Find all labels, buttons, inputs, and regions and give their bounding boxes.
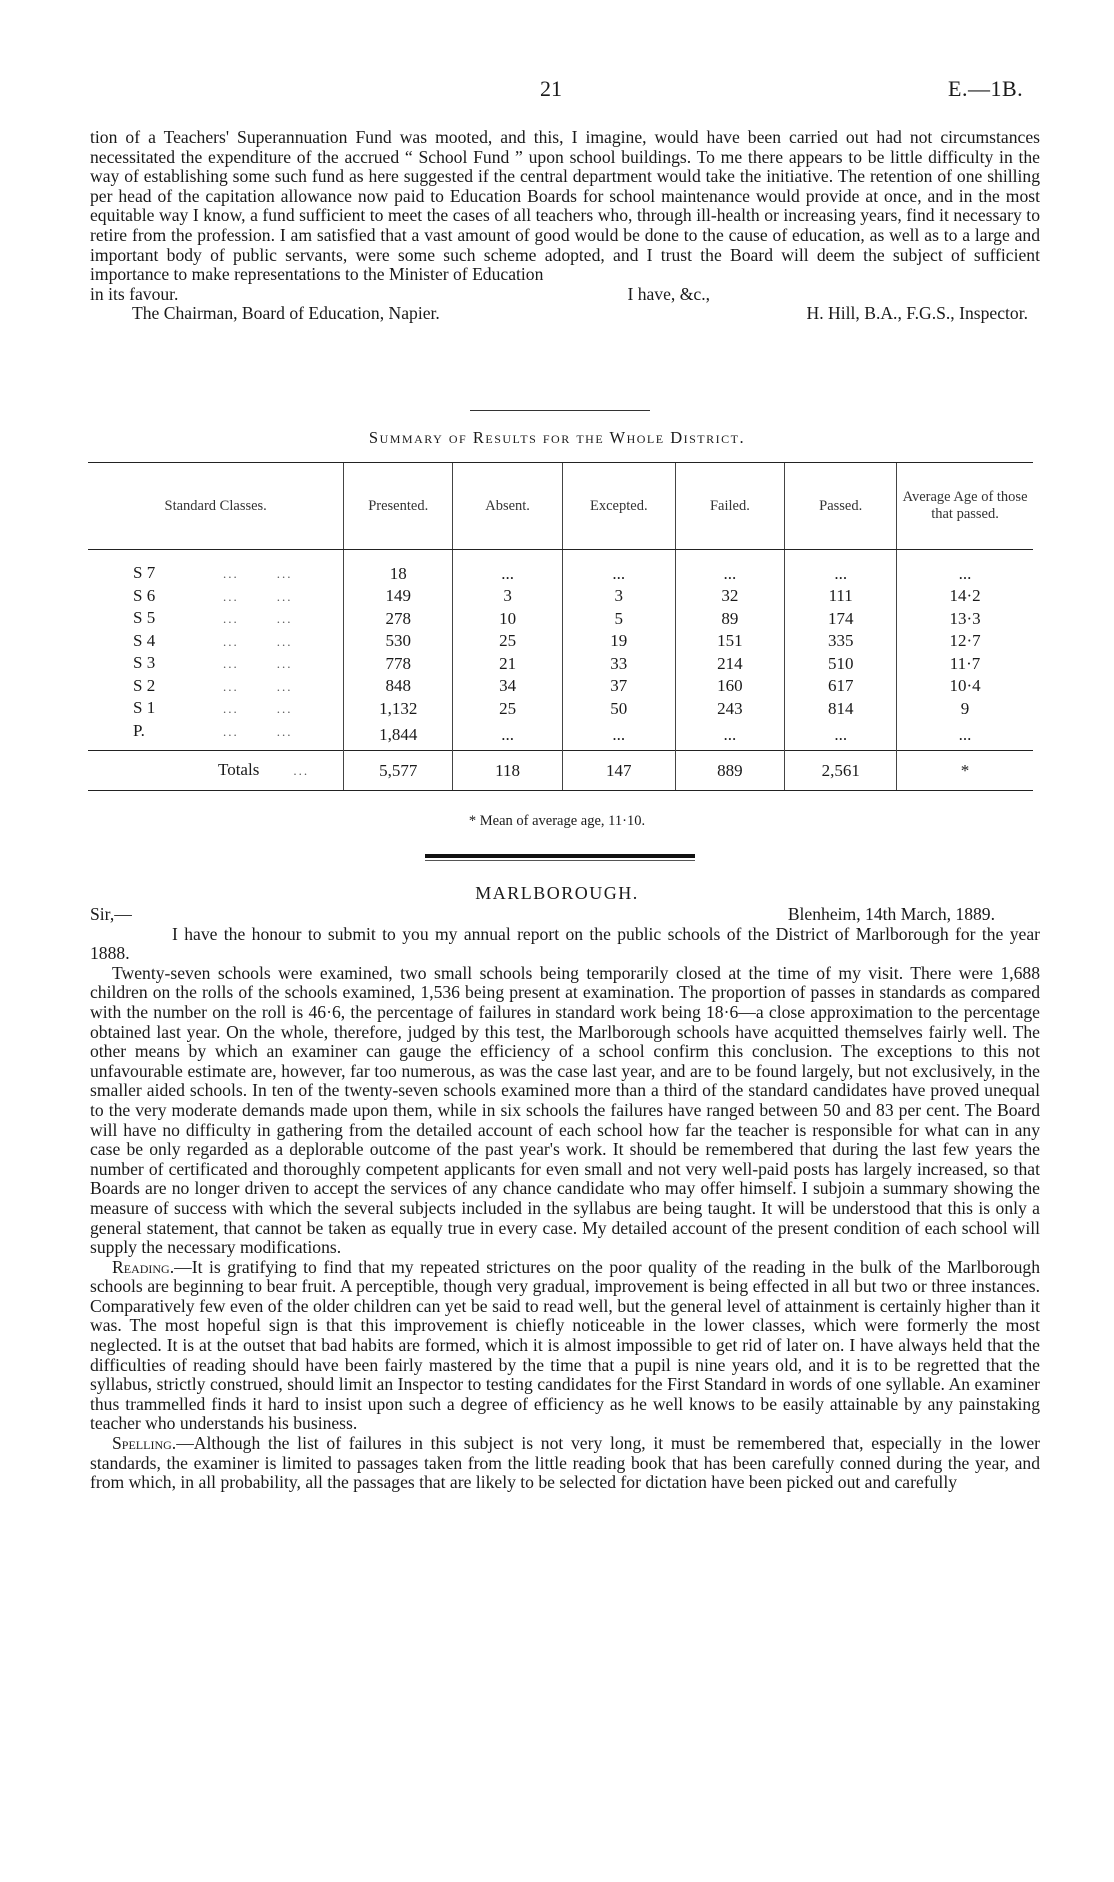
paragraph-schools: Twenty-seven schools were examined, two small schools being temporarily closed at the time of my visit. There were 1,688 children on the rolls of the schools examined, 1,536 being present at examination. The proportion of passes in standards as compared with the number on the roll is 46·6, the percentage of failures in standard work being 18·6—a close approximation to the percentage obtained last year. On the whole, therefore, judged by this test, the Marlborough schools have acquitted themselves fairly well. The other means by which an examiner can gauge the efficiency of a school confirm this conclusion. The exceptions to this not unfavourable estimate are, however, far too numerous, as was the case last year, and are to be found largely, but not exclusively, in the smaller aided schools. In ten of the twenty-seven schools examined more than a third of the standard candidates have proved unequal to the very moderate demands made upon them, while in six schools the failures have ranged between 50 and 83 per cent. The Board will have no difficulty in gathering from the detailed account of each school how far the teacher is responsible for what can in any case be only regarded as a deplorable outcome of the past year's work. It should be remembered that during the last few years the number of certificated and thoroughly competent applicants for even small and not very well-paid posts has largely increased, so that Boards are no longer driven to accept the services of any chance candidate who may offer himself. I subjoin a summary showing the measure of success with which the several subjects included in the syllabus are being taught. It will be understood that this is only a general statement, that cannot be taken as equally true in every case. My detailed account of the present condition of each school will supply the necessary modifications.	[90, 962, 1040, 1258]
header-failed: Failed.	[675, 463, 785, 550]
divider-rule	[470, 410, 650, 411]
leader-dots: ...	[223, 611, 239, 626]
leader-dots: ...	[223, 588, 239, 604]
cell-presented: 848	[344, 675, 453, 698]
class-name: S 3	[133, 653, 156, 672]
cell-passed: 617	[785, 675, 897, 698]
cell-absent: 10	[453, 607, 563, 630]
leader-dots: ...	[276, 588, 293, 604]
spelling-heading: Spelling.	[112, 1433, 177, 1454]
leader-dots: ...	[276, 701, 293, 716]
class-name: S 5	[133, 608, 156, 627]
cell-presented: 18	[344, 550, 453, 585]
cell-absent: ...	[453, 720, 563, 751]
paragraph-reading	[90, 1258, 1040, 1434]
cell-excepted: 50	[563, 697, 675, 720]
totals-row	[88, 751, 1033, 791]
cell-presented: 149	[344, 585, 453, 608]
cell-failed: 243	[675, 697, 785, 720]
cell-failed: 32	[675, 585, 785, 608]
cell-failed: 89	[675, 607, 785, 630]
class-name: S 4	[133, 630, 156, 650]
total-presented: 5,577	[344, 751, 453, 791]
table-footnote: * Mean of average age, 11·10.	[468, 813, 646, 829]
leader-dots: ...	[276, 723, 293, 739]
cell-absent: 25	[453, 697, 563, 720]
salutation-line	[90, 905, 1040, 925]
signature-line	[90, 304, 1040, 324]
cell-presented: 1,132	[344, 697, 453, 720]
table-row	[88, 720, 1033, 751]
cell-presented: 530	[344, 630, 453, 653]
cell-excepted: 5	[563, 607, 675, 630]
cell-age: 10·4	[897, 675, 1033, 698]
cell-failed: 214	[675, 652, 785, 675]
cell-passed: ...	[785, 720, 897, 751]
cell-passed: 174	[785, 607, 897, 630]
header-passed: Passed.	[785, 463, 897, 550]
cell-failed: 160	[675, 675, 785, 698]
cell-passed: 510	[785, 652, 897, 675]
closing-have: I have, &c.,	[627, 283, 710, 304]
summary-title: Summary of Results for the Whole District.	[368, 428, 746, 447]
paragraph-spelling	[90, 1434, 1040, 1493]
cell-age: 14·2	[897, 585, 1033, 608]
cell-excepted: 19	[563, 630, 675, 653]
leader-dots: ...	[223, 723, 239, 739]
class-name: P.	[133, 720, 145, 740]
document-reference: E.—1B.	[948, 76, 1024, 101]
paragraph-intro: I have the honour to submit to you my annual report on the public schools of the District of Marlborough for the year 1888.	[90, 923, 1040, 964]
intro-section	[90, 128, 1040, 324]
cell-age: ...	[897, 550, 1033, 585]
table-row	[88, 607, 1033, 630]
cell-passed: 111	[785, 585, 897, 608]
class-name: S 1	[133, 698, 156, 717]
closing-line	[90, 285, 1040, 305]
totals-label: Totals	[218, 760, 260, 779]
leader-dots: ...	[276, 566, 293, 581]
addressee: The Chairman, Board of Education, Napier.	[132, 303, 440, 324]
cell-failed: 151	[675, 630, 785, 653]
date-place: Blenheim, 14th March, 1889.	[787, 904, 995, 924]
class-name: S 7	[133, 563, 156, 582]
reading-heading: Reading.	[112, 1256, 175, 1277]
leader-dots: ...	[293, 763, 310, 778]
total-absent: 118	[453, 751, 563, 791]
cell-absent: 25	[453, 630, 563, 653]
leader-dots: ...	[276, 633, 293, 649]
table-header-row	[88, 463, 1033, 550]
cell-failed: ...	[675, 720, 785, 751]
cell-presented: 778	[344, 652, 453, 675]
cell-excepted: ...	[563, 720, 675, 751]
table-row	[88, 630, 1033, 653]
intro-paragraph: tion of a Teachers' Superannuation Fund was mooted, and this, I imagine, would have been carried out had not circumstances necessitated the expenditure of the accrued “ School Fund ” upon school buildings. To me there appears to be little difficulty in the way of establishing some such fund as here suggested if the central department would take the initiative. The retention of one shilling per head of the capitation allowance now paid to Education Boards for school maintenance would provide at once, and in the most equitable way I know, a fund sufficient to meet the cases of all teachers who, through ill-health or increasing years, find it necessary to retire from the profession. I am satisfied that a vast amount of good would be done to the cause of education, as well as to a large and important body of public servants, were some such scheme adopted, and I trust the Board will deem the subject of sufficient importance to make representations to the Minister of Education	[90, 127, 1040, 285]
cell-absent: 34	[453, 675, 563, 698]
cell-age: 11·7	[897, 652, 1033, 675]
header-absent: Absent.	[453, 463, 563, 550]
cell-passed: 814	[785, 697, 897, 720]
class-name: S 2	[133, 675, 156, 695]
cell-presented: 1,844	[344, 720, 453, 751]
cell-excepted: 3	[563, 585, 675, 608]
table-row	[88, 550, 1033, 585]
cell-presented: 278	[344, 607, 453, 630]
class-name: S 6	[133, 585, 156, 605]
section-title: MARLBOROUGH.	[475, 883, 639, 903]
cell-excepted: ...	[563, 550, 675, 585]
section-divider	[425, 854, 695, 858]
total-age: *	[897, 751, 1033, 791]
cell-age: 9	[897, 697, 1033, 720]
salutation: Sir,—	[90, 904, 132, 924]
cell-absent: ...	[453, 550, 563, 585]
table-row	[88, 675, 1033, 698]
cell-age: ...	[897, 720, 1033, 751]
header-avg-age: Average Age of those that passed.	[897, 463, 1033, 550]
summary-table	[88, 462, 1033, 791]
table-row	[88, 585, 1033, 608]
closing-favour: in its favour.	[90, 283, 179, 304]
cell-passed: 335	[785, 630, 897, 653]
leader-dots: ...	[223, 656, 239, 671]
cell-failed: ...	[675, 550, 785, 585]
cell-age: 12·7	[897, 630, 1033, 653]
cell-excepted: 37	[563, 675, 675, 698]
cell-age: 13·3	[897, 607, 1033, 630]
cell-excepted: 33	[563, 652, 675, 675]
header-classes: Standard Classes.	[88, 463, 344, 550]
page-number: 21	[540, 76, 562, 101]
total-excepted: 147	[563, 751, 675, 791]
header-presented: Presented.	[344, 463, 453, 550]
leader-dots: ...	[223, 566, 239, 581]
spelling-text: —Although the list of failures in this subject is not very long, it must be remembered that, especially in the lower standards, the examiner is limited to passages taken from the little reading book that has been carefully conned during the year, and from which, in all probability, all the passages that are likely to be selected for dictation have been picked out and carefully	[90, 1433, 1040, 1493]
leader-dots: ...	[223, 633, 239, 649]
total-passed: 2,561	[785, 751, 897, 791]
cell-absent: 21	[453, 652, 563, 675]
cell-absent: 3	[453, 585, 563, 608]
leader-dots: ...	[276, 678, 293, 694]
signature: H. Hill, B.A., F.G.S., Inspector.	[806, 303, 1028, 324]
leader-dots: ...	[276, 656, 293, 671]
table-row	[88, 652, 1033, 675]
total-failed: 889	[675, 751, 785, 791]
reading-text: —It is gratifying to find that my repeated strictures on the poor quality of the reading in the bulk of the Marlborough schools are beginning to bear fruit. A perceptible, though very gradual, improvement is being effected in all but two or three instances. Comparatively few even of the older children can yet be said to read well, but the general level of attainment is certainly higher than it was. The most hopeful sign is that this improvement is chiefly noticeable in the lower classes, which were formerly the most neglected. It is at the outset that bad habits are formed, which it is almost impossible to get rid of later on. I have always held that the difficulties of reading should have been fairly mastered by the time that a pupil is nine years old, and it is to be regretted that the syllabus, strictly construed, should limit an Inspector to testing candidates for the First Standard in words of one syllable. An examiner thus trammelled finds it hard to insist upon such a degree of efficiency as he well knows to be easily attainable by any painstaking teacher who understands his business.	[90, 1256, 1040, 1434]
leader-dots: ...	[276, 611, 293, 626]
marlborough-report	[90, 905, 1040, 1493]
section-divider-thin	[425, 860, 695, 861]
cell-passed: ...	[785, 550, 897, 585]
leader-dots: ...	[223, 701, 239, 716]
leader-dots: ...	[223, 678, 239, 694]
table-row	[88, 697, 1033, 720]
header-excepted: Excepted.	[563, 463, 675, 550]
